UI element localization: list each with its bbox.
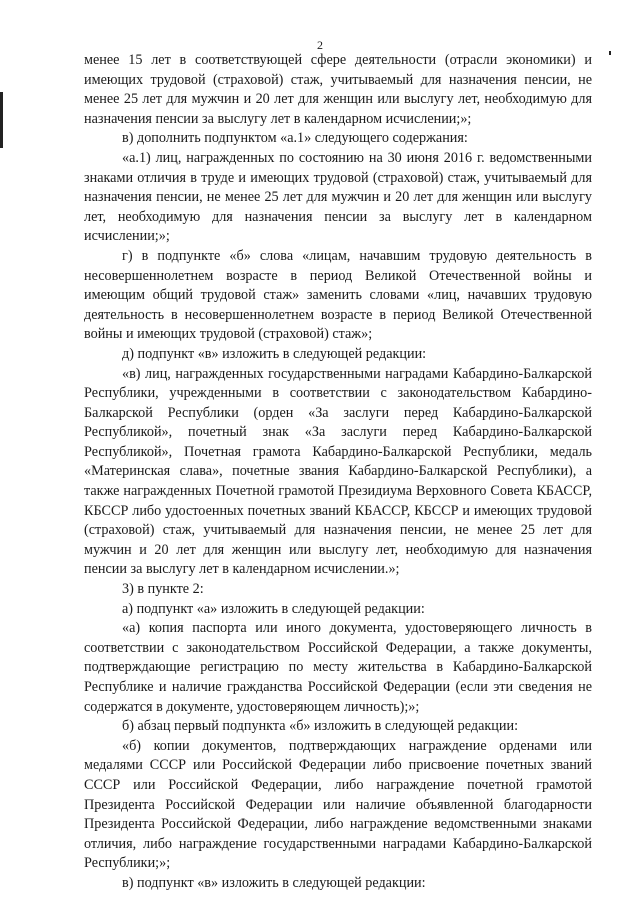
scan-mark-right xyxy=(609,51,611,55)
document-body xyxy=(84,51,592,894)
paragraph: в) дополнить подпунктом «а.1» следующего содержания: xyxy=(122,130,468,147)
paragraph: «а) копия паспорта или иного документа, удостоверяющего личность в соответствии с законодательством Российской Федерации, а также документы, подтверждающие регистрацию по месту жительства в Кабардино-Балкарской Республике и наличие гражданства Российской Федерации (если эти сведения не содержатся в документе, удостоверяющем личность);»; xyxy=(84,620,592,715)
paragraph: менее 15 лет в соответствующей сфере деятельности (отрасли экономики) и имеющих трудовой (страховой) стаж, учитываемый для назначения пенсии, не менее 25 лет для мужчин и 20 лет для женщин или выслугу лет, необходимую для назначения пенсии за выслугу лет в календарном исчислении;»; xyxy=(84,52,592,127)
paragraph: г) в подпункте «б» слова «лицам, начавшим трудовую деятельность в несовершеннолетнем возрасте в период Великой Отечественной войны и имеющим общий трудовой стаж» заменить словами «лиц, начавших трудовую деятельность в несовершеннолетнем возрасте в период Великой Отечественной войны и имеющих трудовой (страховой) стаж»; xyxy=(84,247,592,343)
paragraph: б) абзац первый подпункта «б» изложить в следующей редакции: xyxy=(122,718,519,735)
paragraph: в) подпункт «в» изложить в следующей редакции: xyxy=(122,874,426,891)
page-number: 2 xyxy=(317,38,323,52)
paragraph: а) подпункт «а» изложить в следующей редакции: xyxy=(122,600,425,617)
paragraph: 3) в пункте 2: xyxy=(122,581,204,598)
paragraph: «а.1) лиц, награжденных по состоянию на 30 июня 2016 г. ведомственными знаками отличия в труде и имеющих трудовой (страховой) стаж, учитываемый для назначения пенсии, не менее 25 лет для мужчин и 20 лет для женщин или выслугу лет, необходимую для назначения пенсии за выслугу лет в календарном исчислении;»; xyxy=(84,149,592,245)
paragraph: д) подпункт «в» изложить в следующей редакции: xyxy=(122,345,427,362)
scan-mark-left xyxy=(0,92,3,148)
paragraph: «в) лиц, награжденных государственными наградами Кабардино-Балкарской Республики, учрежденными в соответствии с законодательством Кабардино-Балкарской Республики (орден «За заслуги перед Кабардино-Балкарской Республикой», почетный знак «За заслуги перед Кабардино-Балкарской Республикой», Почетная грамота Кабардино-Балкарской Республики, медаль «Материнская слава», почетные звания Кабардино-Балкарской Республики), а также награжденных Почетной грамотой Президиума Верховного Совета КБАССР, КБССР либо удостоенных почетных званий КБАССР, КБССР и имеющих трудовой (страховой) стаж, учитываемый для назначения пенсии, не менее 25 лет для мужчин и 20 лет для женщин или выслугу лет, необходимую для назначения пенсии за выслугу лет в календарном исчислении.»; xyxy=(84,365,592,578)
paragraph: «б) копии документов, подтверждающих награждение орденами или медалями СССР или Российской Федерации либо присвоение почетных званий СССР или Российской Федерации, либо награждение почетной грамотой Президента Российской Федерации или наличие объявленной благодарности Президента Российской Федерации, либо награждение ведомственными знаками отличия, либо награждение государственными наградами Кабардино-Балкарской Республики;»; xyxy=(84,737,592,872)
